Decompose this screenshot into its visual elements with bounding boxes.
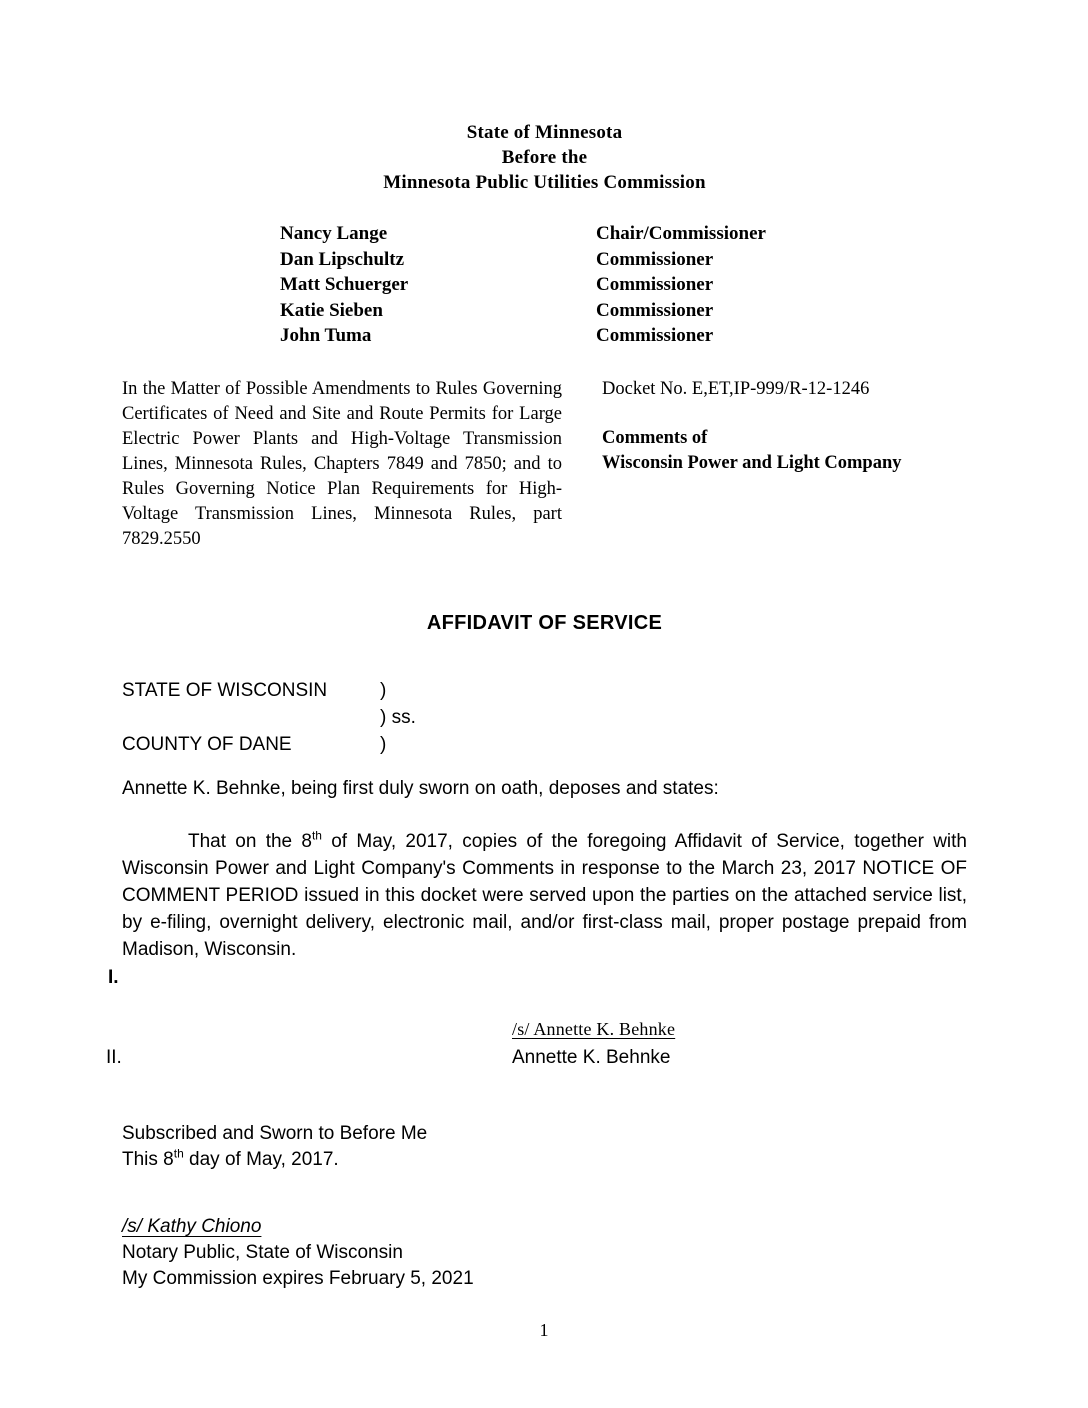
court-heading <box>122 120 967 195</box>
commissioner-table <box>280 221 766 349</box>
ss-label: ) ss. <box>380 706 416 728</box>
table-row <box>280 298 766 324</box>
commissioner-name: Matt Schuerger <box>280 274 409 295</box>
heading-commission: Minnesota Public Utilities Commission <box>383 172 706 193</box>
table-row <box>280 323 766 349</box>
sworn-line-1: Subscribed and Sworn to Before Me <box>122 1122 428 1144</box>
commissioner-name: Dan Lipschultz <box>280 248 405 270</box>
sworn-date-superscript: th <box>173 1146 184 1161</box>
commissioner-title: Chair/Commissioner <box>596 223 766 244</box>
page-title: AFFIDAVIT OF SERVICE <box>426 611 663 634</box>
caption-docket-block <box>602 377 962 476</box>
comments-line-1: Comments of <box>602 427 708 448</box>
signature-script: /s/ Annette K. Behnke <box>512 1018 676 1039</box>
caption-matter: In the Matter of Possible Amendments to Rules Governing Certificates of Need and Site and Route Permits for Large Electric Power Plants and High-Voltage Transmission Lines, Minnesota Rules, Chapters 7849 and 7850; and to Rules Governing Notice Plan Requirements for High-Voltage Transmission Lines, Minnesota Rules, part 7829.2550 <box>122 378 562 549</box>
body-superscript: th <box>311 828 322 843</box>
commissioner-name: John Tuma <box>280 325 372 346</box>
jurisdiction-block <box>122 677 967 761</box>
notary-signature-script: /s/ Kathy Chiono <box>122 1215 262 1237</box>
signature-line <box>512 1019 780 1040</box>
notary-commission-expiry: My Commission expires February 5, 2021 <box>122 1267 474 1289</box>
heading-state: State of Minnesota <box>466 122 623 143</box>
paren-top: ) <box>380 679 387 701</box>
commissioner-title: Commissioner <box>596 274 714 295</box>
list-marker-two: II. <box>106 1046 122 1068</box>
document-content <box>106 120 967 1292</box>
docket-number: Docket No. E,ET,IP-999/R-12-1246 <box>602 378 870 399</box>
commissioner-list <box>280 221 967 349</box>
commissioner-title: Commissioner <box>596 248 714 270</box>
notary-block <box>122 1213 967 1292</box>
table-row <box>280 272 766 298</box>
caption-block <box>122 377 967 582</box>
list-marker-one: I. <box>108 966 119 988</box>
paren-bottom: ) <box>380 733 387 755</box>
signature-block <box>106 1018 967 1105</box>
commissioner-name: Nancy Lange <box>280 223 388 244</box>
heading-before: Before the <box>501 147 588 168</box>
table-row <box>280 221 766 247</box>
deposes-line: Annette K. Behnke, being first duly sworn on oath, deposes and states: <box>122 777 719 799</box>
sworn-block <box>122 1121 967 1173</box>
notary-title: Notary Public, State of Wisconsin <box>122 1241 403 1263</box>
body-paragraph <box>122 828 967 963</box>
signature-printed-name: Annette K. Behnke <box>512 1046 671 1068</box>
sworn-date-pre: This 8 <box>122 1148 174 1170</box>
page-number: 1 <box>539 1320 549 1340</box>
commissioner-title: Commissioner <box>596 325 714 346</box>
commissioner-name: Katie Sieben <box>280 299 383 321</box>
notary-signature-line <box>122 1213 967 1240</box>
body-part-2: of May, 2017, copies of the foregoing Affidavit of Service, together with Wisconsin Power and Light Company's Comments in response to the March 23, 2017 NOTICE OF COMMENT PERIOD issued in this docket were served upon the parties on the attached service list, by e-filing, overnight delivery, electronic mail, and/or first-class mail, proper postage prepaid from Madison, Wisconsin. <box>122 830 967 960</box>
table-row <box>280 247 766 273</box>
body-part-1: That on the 8 <box>188 830 312 852</box>
comments-heading <box>602 426 962 476</box>
state-label: STATE OF WISCONSIN <box>122 679 328 701</box>
sworn-line-2 <box>122 1147 967 1173</box>
county-label: COUNTY OF DANE <box>122 733 292 755</box>
comments-line-2: Wisconsin Power and Light Company <box>602 452 902 473</box>
sworn-date-post: day of May, 2017. <box>183 1148 339 1170</box>
commissioner-title: Commissioner <box>596 299 714 321</box>
